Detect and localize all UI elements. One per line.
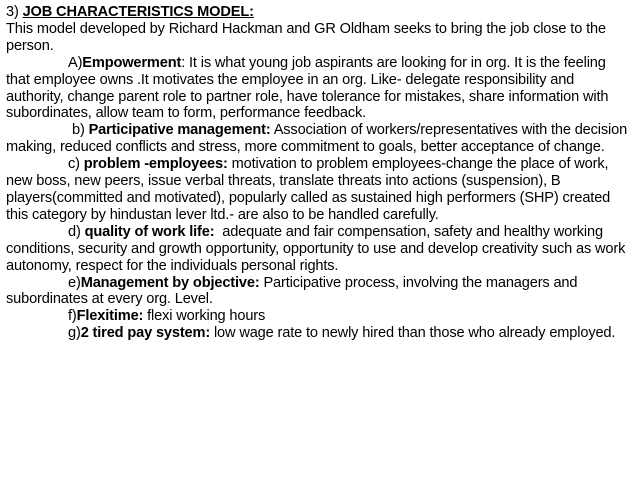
item-management-by-objective xyxy=(6,275,632,309)
item-empowerment xyxy=(6,55,632,123)
item-prefix: c) xyxy=(68,156,84,173)
item-prefix: A) xyxy=(68,54,83,71)
item-text: Participative process, involving the managers and subordinates at every org. Level. xyxy=(6,274,578,308)
item-term: 2 tired pay system: xyxy=(80,325,211,342)
item-term: quality of work life: xyxy=(84,223,215,240)
item-text: low wage rate to newly hired than those who already employed. xyxy=(213,325,616,342)
item-quality-of-work-life xyxy=(6,224,632,275)
item-prefix: g) xyxy=(68,325,81,342)
item-participative-management xyxy=(6,122,632,156)
item-prefix: e) xyxy=(68,274,81,291)
item-text: adequate and fair compensation, safety and healthy working conditions, security and growth opportunity, opportunity to use and develop creativity such as work autonomy, respect for the individuals personal rights. xyxy=(6,223,626,274)
item-text: Association of workers/representatives with the decision making, reduced conflicts and stress, more commitment to goals, better acceptance of change. xyxy=(6,122,628,156)
item-term: Empowerment xyxy=(82,54,182,71)
item-prefix: b) xyxy=(72,122,89,139)
item-separator: : xyxy=(181,54,190,71)
item-pay-system xyxy=(6,325,632,342)
item-problem-employees xyxy=(6,156,632,224)
item-prefix: d) xyxy=(68,223,85,240)
heading-title: JOB CHARACTERISTICS MODEL: xyxy=(22,4,254,20)
intro-paragraph: This model developed by Richard Hackman and GR Oldham seeks to bring the job close to the person. xyxy=(6,20,606,54)
item-term: Flexitime: xyxy=(76,308,144,325)
item-prefix: f) xyxy=(68,308,77,325)
item-text: motivation to problem employees-change the place of work, new boss, new peers, issue verbal threats, translate threats into actions (suspension), B players(committed and motivated), popularly called as sustained high performers (SHP) created this category by hindustan lever ltd.- are also to be handled carefully. xyxy=(6,156,611,223)
item-term: Management by objective: xyxy=(80,274,260,291)
item-term: problem -employees: xyxy=(83,156,228,173)
slide-content xyxy=(6,4,632,342)
item-text: It is what young job aspirants are looking for in org. It is the feeling that employee owns .It motivates the employee in an org. Like- delegate responsibility and authority, change parent role to partner role, have tolerance for mistakes, share information with subordinates, allow team to form, performance feedback. xyxy=(6,54,609,122)
item-term: Participative management: xyxy=(88,122,271,139)
section-heading xyxy=(6,4,632,21)
item-text: flexi working hours xyxy=(147,308,266,325)
heading-number: 3) xyxy=(6,4,23,20)
item-flexitime xyxy=(6,308,632,325)
